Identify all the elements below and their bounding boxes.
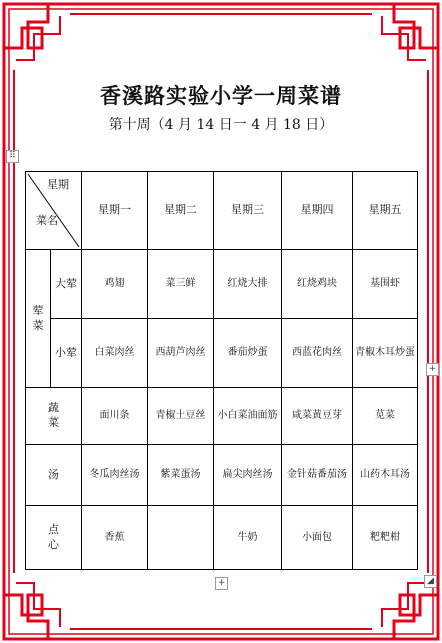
dish-cell: 西葫芦肉丝 (148, 319, 214, 388)
week-subtitle: 第十周（4 月 14 日一 4 月 18 日） (108, 117, 334, 133)
add-row-button[interactable]: + (215, 577, 228, 590)
dish-cell: 苋菜 (353, 388, 418, 445)
day-header-mon: 星期一 (82, 172, 148, 250)
table-row (26, 319, 418, 388)
table-row (26, 388, 418, 445)
dish-cell: 牛奶 (214, 506, 282, 570)
dish-cell: 青椒土豆丝 (148, 388, 214, 445)
category-vegetable: 蔬菜 (26, 388, 82, 445)
dish-cell: 小白菜油面筋 (214, 388, 282, 445)
dish-cell: 番茄炒蛋 (214, 319, 282, 388)
dish-cell: 鸡翅 (82, 250, 148, 319)
corner-header-cell (26, 172, 82, 250)
dish-cell: 面川条 (82, 388, 148, 445)
corner-label-dish: 菜名 (36, 214, 58, 227)
dish-cell: 红烧大排 (214, 250, 282, 319)
dish-cell: 香蕉 (82, 506, 148, 570)
category-soup: 汤 (26, 445, 82, 506)
day-header-thu: 星期四 (282, 172, 353, 250)
category-snack: 点心 (26, 506, 82, 570)
table-header-row (26, 172, 418, 250)
dish-cell: 咸菜黄豆芽 (282, 388, 353, 445)
dish-cell: 粑粑柑 (353, 506, 418, 570)
page-title: 香溪路实验小学一周菜谱 (100, 84, 342, 108)
dish-cell: 青椒木耳炒蛋 (353, 319, 418, 388)
day-header-fri: 星期五 (353, 172, 418, 250)
dish-cell: 冬瓜肉丝汤 (82, 445, 148, 506)
table-row (26, 445, 418, 506)
dish-cell: 小面包 (282, 506, 353, 570)
day-header-wed: 星期三 (214, 172, 282, 250)
dish-cell: 红烧鸡块 (282, 250, 353, 319)
table-row (26, 250, 418, 319)
dish-cell: 紫菜蛋汤 (148, 445, 214, 506)
table-row (26, 506, 418, 570)
category-meat: 荤菜 (26, 250, 51, 388)
dish-cell: 白菜肉丝 (82, 319, 148, 388)
dish-cell (148, 506, 214, 570)
table-move-handle-icon[interactable]: ⠿ (6, 150, 19, 163)
dish-cell: 西蓝花肉丝 (282, 319, 353, 388)
category-small-meat: 小荤 (51, 319, 82, 388)
add-column-button[interactable]: + (426, 363, 439, 376)
dish-cell: 菜三鲜 (148, 250, 214, 319)
day-header-tue: 星期二 (148, 172, 214, 250)
weekly-menu-table (25, 171, 418, 570)
category-big-meat: 大荤 (51, 250, 82, 319)
dish-cell: 金针菇番茄汤 (282, 445, 353, 506)
dish-cell: 基围虾 (353, 250, 418, 319)
corner-label-weekday: 星期 (47, 178, 69, 191)
table-resize-handle-icon[interactable]: ◢ (424, 575, 437, 588)
dish-cell: 扁尖肉丝汤 (214, 445, 282, 506)
dish-cell: 山药木耳汤 (353, 445, 418, 506)
